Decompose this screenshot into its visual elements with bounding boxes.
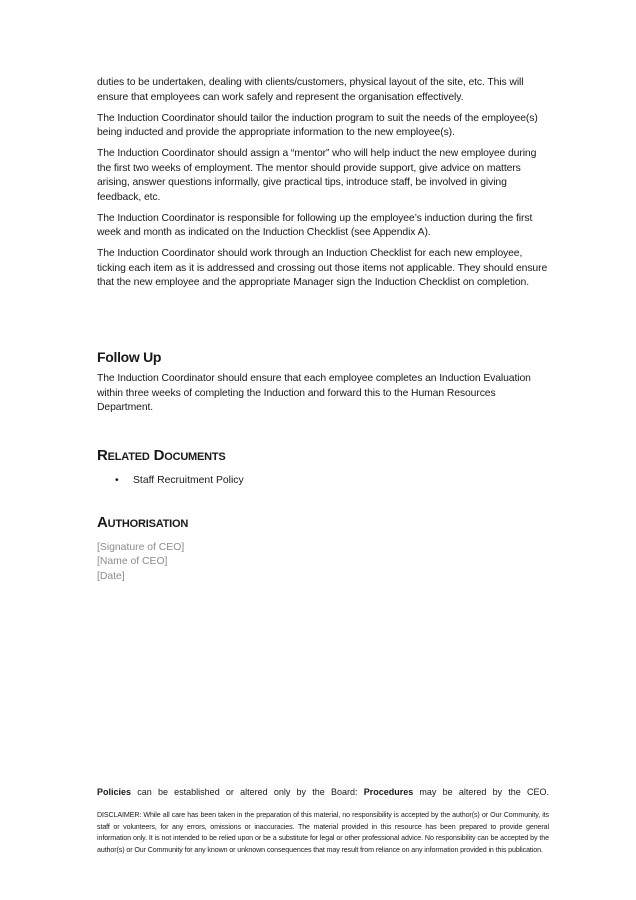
policies-note bbox=[97, 786, 549, 798]
follow-up-section bbox=[97, 372, 549, 422]
procedure-body bbox=[97, 76, 549, 297]
follow-up-heading: Follow Up bbox=[97, 349, 162, 365]
policies-text: can be established or altered only by the Board: bbox=[131, 787, 364, 797]
follow-up-paragraph: The Induction Coordinator should ensure that each employee completes an Induction Evaluation within three weeks of completing the Induction and forward this to the Human Resources Department. bbox=[97, 373, 531, 413]
related-document-label: Staff Recruitment Policy bbox=[133, 475, 244, 486]
date-placeholder: [Date] bbox=[97, 570, 125, 582]
paragraph-tailor-induction: The Induction Coordinator should tailor the induction program to suit the needs of the employee(s) being inducted and provide the appropriate information to the new employee(s). bbox=[97, 112, 538, 138]
paragraph-duties: duties to be undertaken, dealing with clients/customers, physical layout of the site, etc. This will ensure that employees can work safely and represent the organisation effectively. bbox=[97, 77, 524, 103]
policies-label: Policies bbox=[97, 787, 132, 797]
related-documents-heading: Related Documents bbox=[97, 447, 226, 464]
signature-placeholder: [Signature of CEO] bbox=[97, 542, 185, 553]
authorisation-placeholders bbox=[97, 541, 184, 584]
related-document-item bbox=[115, 474, 244, 488]
procedures-label: Procedures bbox=[363, 787, 414, 797]
paragraph-induction-checklist: The Induction Coordinator should work through an Induction Checklist for each new employee, ticking each item as it is addressed and crossing out those items not applicable. They should ensure that the new employee and the appropriate Manager sign the Induction Checklist on completion. bbox=[97, 248, 548, 288]
paragraph-follow-up-responsibility: The Induction Coordinator is responsible for following up the employee’s induction during the first week and month as indicated on the Induction Checklist (see Appendix A). bbox=[97, 212, 533, 238]
disclaimer: DISCLAIMER: While all care has been taken in the preparation of this material, no responsibility is accepted by the author(s) or Our Community, its staff or volunteers, for any errors, omissions or inaccuracies. The material provided in this resource has been prepared to provide general information only. It is not intended to be relied upon or be a substitute for legal or other professional advice. No responsibility can be accepted by the author(s) or Our Community for any known or unknown consequences that may result from reliance on any information provided in this publication. bbox=[97, 811, 549, 854]
authorisation-heading: Authorisation bbox=[97, 514, 189, 531]
name-placeholder: [Name of CEO] bbox=[97, 556, 168, 568]
bullet-icon: • bbox=[115, 475, 119, 486]
procedures-text: may be altered by the CEO. bbox=[413, 787, 549, 797]
paragraph-assign-mentor: The Induction Coordinator should assign a “mentor” who will help induct the new employee during the first two weeks of employment. The mentor should provide support, give advice on matters arising, answer questions informally, give practical tips, introduce staff, be involved in giving feedback, etc. bbox=[97, 148, 537, 203]
